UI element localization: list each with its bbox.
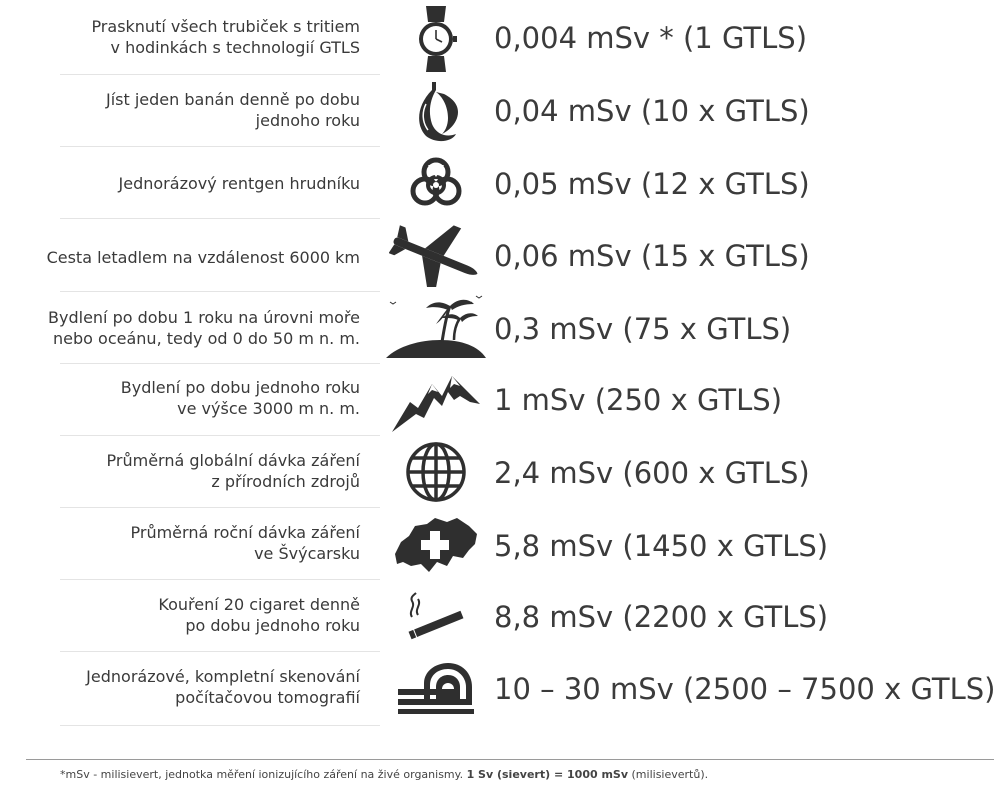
dose-row bbox=[0, 364, 1000, 436]
footnote-text-end: (milisievertů). bbox=[628, 768, 709, 781]
dose-row bbox=[0, 147, 1000, 219]
row-value: 5,8 mSv (1450 x GTLS) bbox=[494, 529, 829, 563]
footnote-text: *mSv - milisievert, jednotka měření ionizujícího záření na živé organismy. bbox=[60, 768, 467, 781]
row-label: Průměrná globální dávka záření z přírodních zdrojů bbox=[106, 451, 360, 491]
footnote bbox=[60, 768, 708, 782]
mountains-icon bbox=[384, 364, 488, 436]
row-label: Bydlení po dobu jednoho roku ve výšce 3000 m n. m. bbox=[120, 378, 360, 418]
row-value: 10 – 30 mSv (2500 – 7500 x GTLS) bbox=[494, 672, 996, 706]
dose-row bbox=[0, 652, 1000, 724]
footnote-bold-text: 1 Sv (sievert) = 1000 mSv bbox=[466, 768, 629, 781]
dose-row bbox=[0, 75, 1000, 147]
row-value: 0,004 mSv * (1 GTLS) bbox=[494, 21, 808, 55]
dose-row bbox=[0, 580, 1000, 652]
row-value: 8,8 mSv (2200 x GTLS) bbox=[494, 600, 829, 634]
row-value: 0,04 mSv (10 x GTLS) bbox=[494, 94, 810, 128]
switzerland-map-icon bbox=[384, 508, 488, 580]
dose-row bbox=[0, 220, 1000, 292]
row-label: Průměrná roční dávka záření ve Švýcarsku bbox=[130, 523, 360, 563]
dose-row bbox=[0, 3, 1000, 75]
airplane-icon bbox=[384, 220, 488, 292]
dose-row bbox=[0, 436, 1000, 508]
row-value: 1 mSv (250 x GTLS) bbox=[494, 383, 783, 417]
cigarette-icon bbox=[384, 580, 488, 652]
ct-scanner-icon bbox=[384, 652, 488, 724]
biohazard-icon bbox=[384, 147, 488, 219]
row-label: Jednorázový rentgen hrudníku bbox=[118, 174, 360, 193]
dose-row bbox=[0, 292, 1000, 364]
row-divider bbox=[60, 218, 380, 219]
row-label: Prasknutí všech trubiček s tritiem v hodinkách s technologií GTLS bbox=[91, 17, 360, 57]
row-value: 0,06 mSv (15 x GTLS) bbox=[494, 239, 810, 273]
island-icon bbox=[384, 292, 488, 364]
dose-row bbox=[0, 508, 1000, 580]
row-value: 0,3 mSv (75 x GTLS) bbox=[494, 312, 792, 346]
row-label: Jednorázové, kompletní skenování počítačovou tomografií bbox=[86, 667, 360, 707]
row-value: 0,05 mSv (12 x GTLS) bbox=[494, 167, 810, 201]
row-label: Cesta letadlem na vzdálenost 6000 km bbox=[46, 248, 360, 267]
footnote-divider bbox=[26, 759, 994, 760]
row-label: Bydlení po dobu 1 roku na úrovni moře nebo oceánu, tedy od 0 do 50 m n. m. bbox=[48, 308, 360, 348]
globe-icon bbox=[384, 436, 488, 508]
row-label: Kouření 20 cigaret denně po dobu jednoho roku bbox=[158, 595, 360, 635]
row-label: Jíst jeden banán denně po dobu jednoho roku bbox=[106, 90, 360, 130]
banana-icon bbox=[384, 75, 488, 147]
watch-icon bbox=[384, 3, 488, 75]
row-value: 2,4 mSv (600 x GTLS) bbox=[494, 456, 810, 490]
row-divider bbox=[60, 725, 380, 726]
